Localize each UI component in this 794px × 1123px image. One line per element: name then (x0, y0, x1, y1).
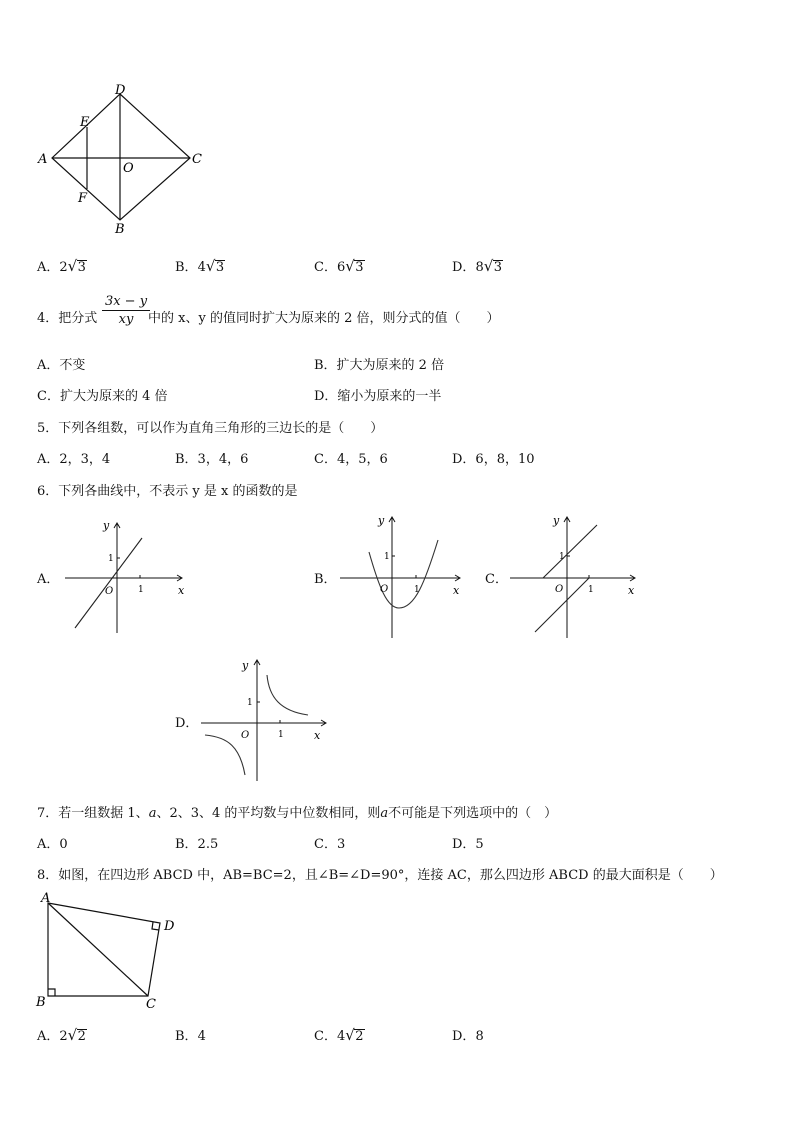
label-B: B (115, 222, 125, 237)
option-coef: 2 (59, 1029, 68, 1044)
q7-stem (37, 802, 557, 821)
label-C: C (192, 152, 202, 167)
sqrt-symbol: √ 3 (483, 257, 502, 275)
label-D: D (115, 83, 126, 98)
q4-option-a[interactable]: A．不变 (37, 358, 86, 373)
q3-option-d[interactable] (452, 256, 503, 275)
label-O: O (123, 161, 134, 176)
option-letter: B． (175, 260, 198, 275)
fraction-denominator: xy (118, 312, 134, 327)
sqrt-symbol: √ 2 (345, 1026, 364, 1044)
label-B: B (36, 995, 46, 1010)
label-C: C (146, 997, 156, 1012)
q5-option-d[interactable]: D．6，8，10 (452, 452, 535, 467)
q8-option-a[interactable] (37, 1025, 87, 1044)
axis-one-x: 1 (138, 585, 144, 595)
axis-o: O (241, 730, 250, 741)
label-A: A (38, 152, 48, 167)
q6-graph-d (198, 655, 333, 783)
q7-var-a: a (148, 806, 157, 821)
axis-x: x (314, 729, 321, 742)
q6-label-a[interactable]: A． (37, 572, 60, 587)
q7-var-a-2: a (380, 806, 389, 821)
q8-option-b[interactable] (175, 1025, 206, 1044)
sqrt-symbol: √ 3 (345, 257, 364, 275)
option-coef: 4 (197, 260, 206, 275)
axis-y: y (553, 514, 560, 527)
option-text: 8 (475, 1029, 484, 1044)
q4-fraction (102, 294, 150, 327)
axis-y: y (378, 514, 385, 527)
q7-stem-mid: 、2、3、4 的平均数与中位数相同，则 (156, 806, 381, 821)
q6-graph-b (335, 512, 465, 640)
option-letter: C． (314, 260, 337, 275)
option-coef: 4 (336, 1029, 346, 1044)
label-D: D (164, 919, 175, 934)
label-E: E (80, 115, 90, 130)
q4-prefix: 4．把分式 (37, 311, 98, 326)
q7-option-d[interactable]: D．5 (452, 837, 484, 852)
option-letter: D． (452, 1029, 476, 1044)
option-letter: C． (314, 1029, 337, 1044)
q5-option-b[interactable]: B．3，4，6 (175, 452, 249, 467)
q6-label-b[interactable]: B． (314, 572, 337, 587)
axis-o: O (555, 584, 564, 595)
axis-y: y (103, 519, 110, 532)
q8-option-c[interactable] (314, 1025, 365, 1044)
sqrt-symbol: √ 2 (67, 1026, 86, 1044)
axis-one-x: 1 (278, 730, 284, 740)
option-coef: 8 (475, 260, 484, 275)
axis-x: x (628, 584, 635, 597)
axis-x: x (178, 584, 185, 597)
q8-option-d[interactable] (452, 1025, 484, 1044)
q7-stem-post: 不可能是下列选项中的（ ） (388, 806, 558, 821)
q4-option-b[interactable]: B．扩大为原来的 2 倍 (314, 358, 445, 373)
axis-one-x: 1 (414, 585, 420, 595)
sqrt-symbol: √ 3 (67, 257, 86, 275)
q7-option-a[interactable]: A．0 (37, 837, 68, 852)
q6-graph-a (60, 515, 190, 640)
rhombus-figure (30, 80, 210, 240)
option-letter: A． (37, 1029, 60, 1044)
axis-one: 1 (247, 698, 253, 708)
q8-stem: 8．如图，在四边形 ABCD 中，AB=BC=2，且∠B=∠D=90°，连接 AC，那么四边形 ABCD 的最大面积是（ ） (37, 868, 723, 883)
q4-option-c[interactable]: C．扩大为原来的 4 倍 (37, 389, 168, 404)
option-coef: 6 (336, 260, 346, 275)
axis-y: y (242, 659, 249, 672)
axis-one: 1 (108, 554, 114, 564)
option-letter: D． (452, 260, 476, 275)
fraction-numerator: 3x − y (102, 294, 150, 311)
q3-option-b[interactable] (175, 256, 225, 275)
axis-o: O (380, 584, 389, 595)
option-text: 4 (197, 1029, 206, 1044)
q7-option-b[interactable]: B．2.5 (175, 837, 219, 852)
option-letter: B． (175, 1029, 198, 1044)
q3-option-c[interactable] (314, 256, 365, 275)
axis-x: x (453, 584, 460, 597)
q5-option-a[interactable]: A．2，3，4 (37, 452, 111, 467)
q5-option-c[interactable]: C．4，5，6 (314, 452, 388, 467)
axis-one: 1 (559, 552, 565, 562)
q6-label-d[interactable]: D． (175, 716, 199, 731)
axis-one-x: 1 (588, 585, 594, 595)
q8-figure (30, 888, 190, 1013)
q6-stem: 6．下列各曲线中，不表示 y 是 x 的函数的是 (37, 484, 298, 499)
sqrt-symbol: √ 3 (205, 257, 225, 275)
q6-label-c[interactable]: C． (485, 572, 508, 587)
q7-stem-pre: 7．若一组数据 1、 (37, 806, 149, 821)
option-coef: 2 (59, 260, 68, 275)
q7-option-c[interactable]: C．3 (314, 837, 346, 852)
label-A: A (41, 891, 51, 906)
option-letter: A． (37, 260, 60, 275)
axis-one: 1 (384, 552, 390, 562)
q5-stem: 5．下列各组数，可以作为直角三角形的三边长的是（ ） (37, 421, 384, 436)
q3-option-a[interactable] (37, 256, 87, 275)
q4-suffix: 中的 x、y 的值同时扩大为原来的 2 倍，则分式的值（ ） (148, 311, 500, 326)
q4-option-d[interactable]: D．缩小为原来的一半 (314, 389, 442, 404)
axis-o: O (105, 586, 114, 597)
q6-graph-c (505, 512, 640, 640)
label-F: F (78, 191, 88, 206)
